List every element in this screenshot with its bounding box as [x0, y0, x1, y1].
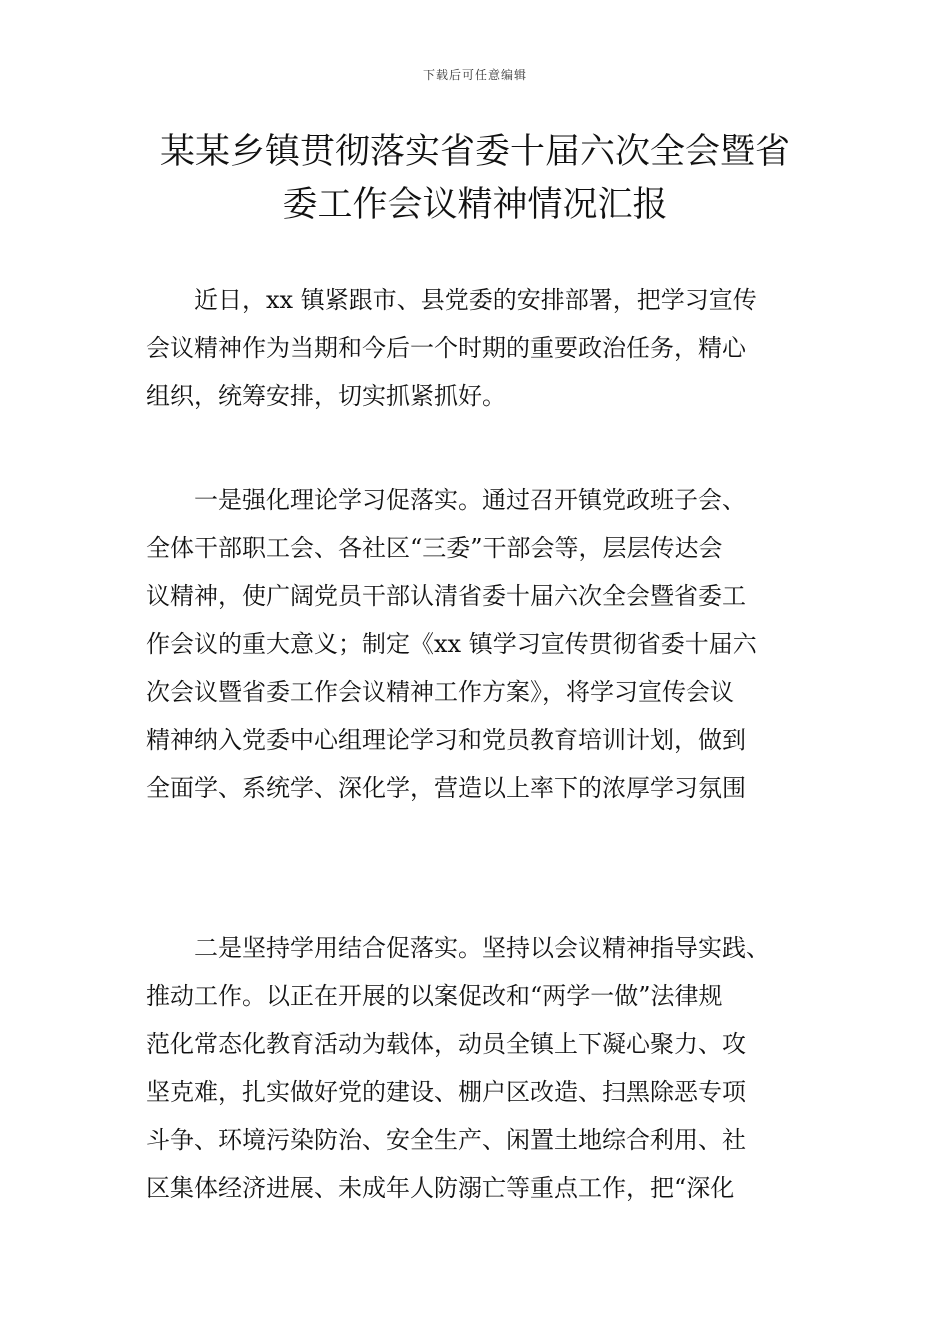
paragraph-line: 近日，xx 镇紧跟市、县党委的安排部署，把学习宣传	[146, 286, 757, 314]
paragraph-line: 范化常态化教育活动为载体，动员全镇上下凝心聚力、攻	[146, 1030, 746, 1058]
header-note: 下载后可任意编辑	[422, 68, 527, 82]
paragraph-line: 一是强化理论学习促落实。通过召开镇党政班子会、	[146, 486, 746, 514]
paragraph-line: 精神纳入党委中心组理论学习和党员教育培训计划，做到	[146, 726, 746, 754]
paragraph-line: 议精神，使广阔党员干部认清省委十届六次全会暨省委工	[146, 582, 746, 610]
paragraph-line: 全体干部职工会、各社区“三委”干部会等，层层传达会	[146, 534, 723, 562]
paragraph-theory-study	[146, 476, 814, 812]
paragraph-intro	[146, 276, 814, 420]
paragraph-practice	[146, 924, 814, 1212]
paragraph-line: 二是坚持学用结合促落实。坚持以会议精神指导实践、	[146, 934, 770, 962]
paragraph-line: 区集体经济进展、未成年人防溺亡等重点工作，把“深化	[146, 1174, 735, 1202]
paragraph-line: 推动工作。以正在开展的以案促改和“两学一做”法律规	[146, 982, 723, 1010]
document-title	[130, 126, 820, 232]
paragraph-line: 次会议暨省委工作会议精神工作方案》，将学习宣传会议	[146, 678, 734, 706]
paragraph-line: 全面学、系统学、深化学，营造以上率下的浓厚学习氛围	[146, 774, 746, 802]
title-line: 委工作会议精神情况汇报	[282, 185, 668, 225]
paragraph-line: 作会议的重大意义；制定《xx 镇学习宣传贯彻省委十届六	[146, 630, 757, 658]
paragraph-line: 会议精神作为当期和今后一个时期的重要政治任务，精心	[146, 334, 746, 362]
paragraph-line: 坚克难，扎实做好党的建设、棚户区改造、扫黑除恶专项	[146, 1078, 746, 1106]
title-line: 某某乡镇贯彻落实省委十届六次全会暨省	[159, 132, 790, 172]
paragraph-line: 组织，统筹安排，切实抓紧抓好。	[146, 382, 506, 410]
paragraph-line: 斗争、环境污染防治、安全生产、闲置土地综合利用、社	[146, 1126, 746, 1154]
